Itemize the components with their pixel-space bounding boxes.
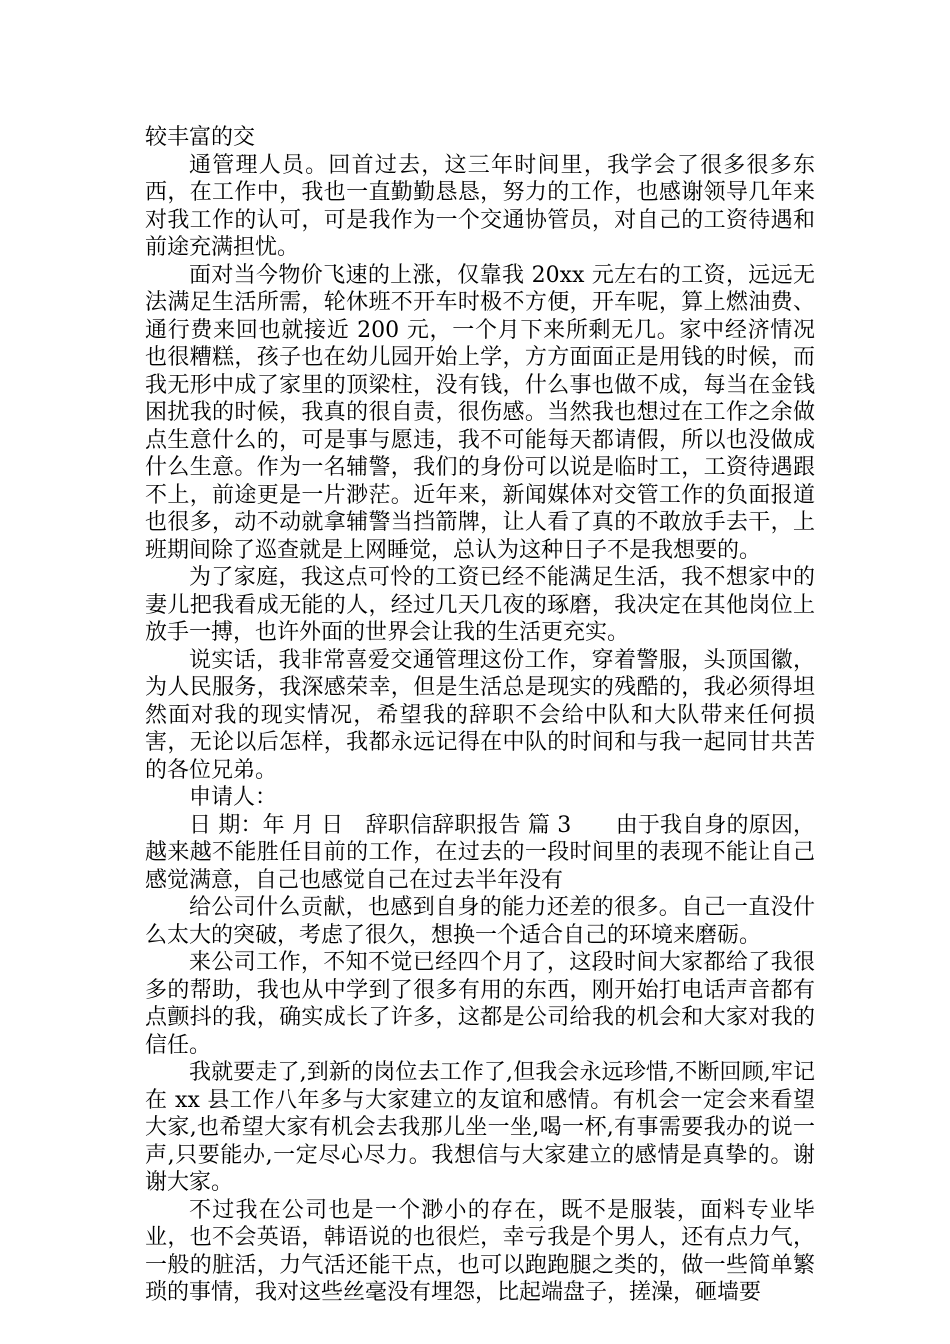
paragraph: 不过我在公司也是一个渺小的存在，既不是服装，面料专业毕业，也不会英语，韩语说的也很烂，幸亏我是个男人，还有点力气，一般的脏活，力气活还能干点，也可以跑跑腿之类的，做一些简单繁琐的事情，我对这些丝毫没有埋怨，比起端盘子，搓澡，砸墙要 xyxy=(145,1197,815,1305)
paragraph: 通管理人员。回首过去，这三年时间里，我学会了很多很多东西，在工作中，我也一直勤勤恳恳，努力的工作，也感谢领导几年来对我工作的认可，可是我作为一个交通协管员，对自己的工资待遇和前途充满担忧。 xyxy=(145,152,815,260)
paragraph: 说实话，我非常喜爱交通管理这份工作，穿着警服，头顶国徽，为人民服务，我深感荣幸，但是生活总是现实的残酷的，我必须得坦然面对我的现实情况，希望我的辞职不会给中队和大队带来任何损害，无论以后怎样，我都永远记得在中队的时间和与我一起同甘共苦的各位兄弟。 xyxy=(145,647,815,783)
signature-label: 申请人： xyxy=(189,785,278,810)
paragraph: 为了家庭，我这点可怜的工资已经不能满足生活，我不想家中的妻儿把我看成无能的人，经过几天几夜的琢磨，我决定在其他岗位上放手一搏，也许外面的世界会让我的生活更充实。 xyxy=(145,565,815,645)
paragraph: 面对当今物价飞速的上涨，仅靠我 20xx 元左右的工资，远远无法满足生活所需，轮休班不开车时极不方便，开车呢，算上燃油费、通行费来回也就接近 200 元，一个月下来所剩无几。家中经济情况也很糟糕，孩子也在幼儿园开始上学，方方面面正是用钱的时候，而我无形中成了家里的顶梁柱，没有钱，什么事也做不成，每当在金钱困扰我的时候，我真的很自责，很伤感。当然我也想过在工作之余做点生意什么的，可是事与愿违，我不可能每天都请假，所以也没做成什么生意。作为一名辅警，我们的身份可以说是临时工，工资待遇跟不上，前途更是一片渺茫。近年来，新闻媒体对交管工作的负面报道也很多，动不动就拿辅警当挡箭牌，让人看了真的不敢放手去干，上班期间除了巡查就是上网睡觉，总认为这种日子不是我想要的。 xyxy=(145,262,815,563)
paragraph: 较丰富的交 xyxy=(145,125,256,150)
paragraph: 我就要走了,到新的岗位去工作了,但我会永远珍惜,不断回顾,牢记在 xx 县工作八年多与大家建立的友谊和感情。有机会一定会来看望大家,也希望大家有机会去我那儿坐一坐,喝一杯,有事需要我办的说一声,只要能办,一定尽心尽力。我想信与大家建立的感情是真挚的。谢谢大家。 xyxy=(145,1060,815,1195)
paragraph: 来公司工作，不知不觉已经四个月了，这段时间大家都给了我很多的帮助，我也从中学到了很多有用的东西，刚开始打电话声音都有点颤抖的我，确实成长了许多，这都是公司给我的机会和大家对我的信任。 xyxy=(145,950,815,1058)
document-body xyxy=(145,124,815,1307)
paragraph: 日 期：年 月 日 辞职信辞职报告 篇 3 由于我自身的原因，越来越不能胜任目前的工作，在过去的一段时间里的表现不能让自己感觉满意，自己也感觉自己在过去半年没有 xyxy=(145,812,815,893)
paragraph: 给公司什么贡献，也感到自身的能力还差的很多。自己一直没什么太大的突破，考虑了很久，想换一个适合自己的环境来磨砺。 xyxy=(145,895,815,948)
